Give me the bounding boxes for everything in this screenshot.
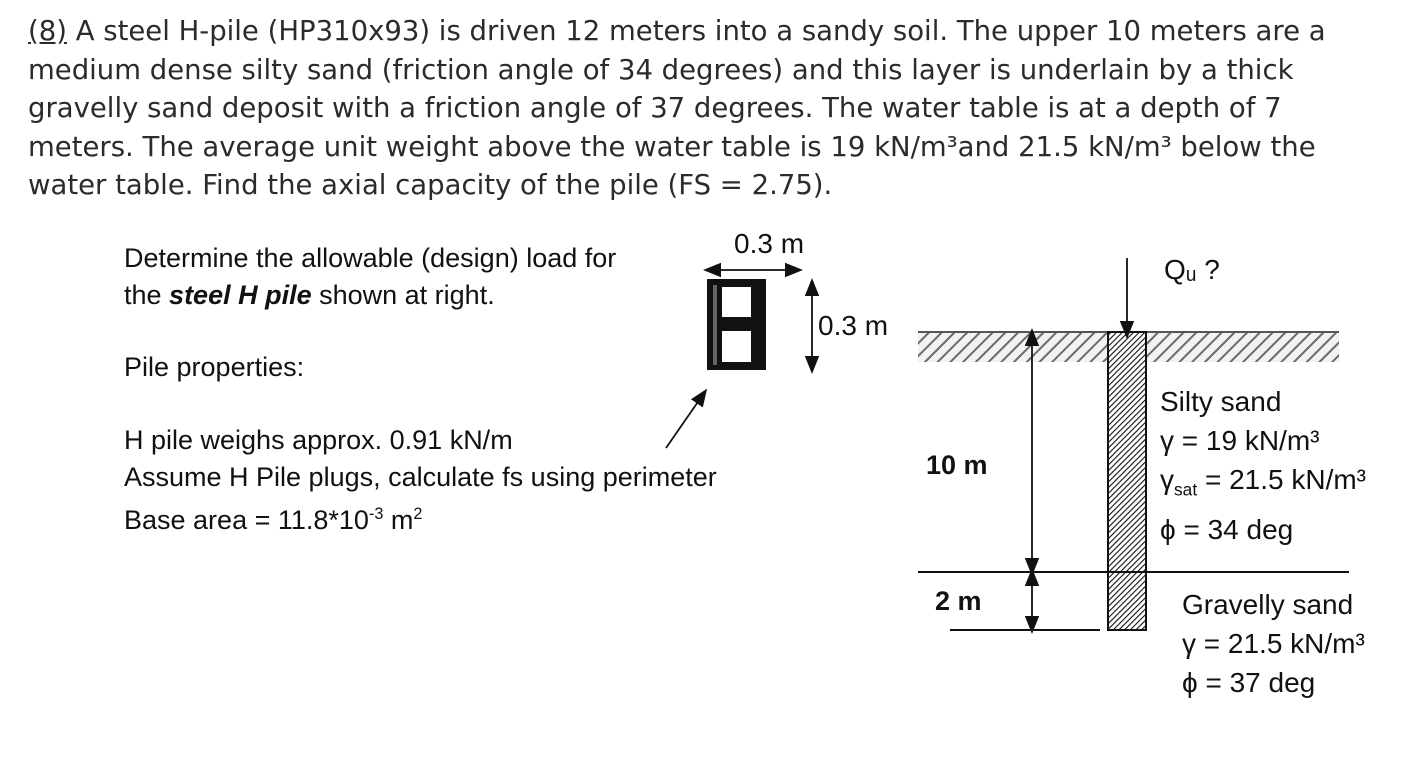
layer2-phi: ϕ = 37 deg [1182, 667, 1316, 698]
base-area: Base area = $11.8*10^{-3}$ $m^2$ [124, 505, 423, 535]
load-label: Qᵤ ? [1164, 254, 1220, 285]
layer1-name: Silty sand [1160, 386, 1282, 417]
pile-weight: H pile weighs approx. 0.91 kN/m [124, 425, 513, 455]
problem-number: (8) [28, 15, 67, 47]
layer1-gamma-sat: $\gamma_{sat} = 21.5$ kN/m³ [1160, 464, 1367, 500]
depth-label-2m: 2 m [935, 586, 982, 616]
pointer-arrow [666, 396, 702, 448]
problem-line: water table. Find the axial capacity of the pile (FS = 2.75). [28, 169, 833, 201]
depth-label-10m: 10 m [926, 450, 988, 480]
section-width-label: 0.3 m [734, 228, 805, 259]
determine-line-1: Determine the allowable (design) load for [124, 243, 617, 273]
layer1-properties [1160, 382, 1366, 549]
determine-line-2: the steel H pile shown at right. [124, 280, 495, 310]
layer1-gamma: γ = 19 kN/m³ [1160, 425, 1320, 456]
problem-line: (8) A steel H-pile (HP310x93) is driven 12 meters into a sandy soil. The upper 10 meters are a [28, 15, 1326, 47]
layer2-gamma: γ = 21.5 kN/m³ [1182, 628, 1365, 659]
problem-line: gravelly sand deposit with a friction angle of 37 degrees. The water table is at a depth of 7 [28, 92, 1282, 124]
steel-h-pile-emphasis: steel H pile [169, 280, 312, 310]
layer2-properties [1182, 585, 1365, 702]
layer2-name: Gravelly sand [1182, 589, 1354, 620]
pile [1108, 332, 1146, 630]
problem-line: meters. The average unit weight above the water table is 19 kN/m³and 21.5 kN/m³ below the [28, 130, 1316, 163]
section-height-label: 0.3 m [818, 310, 889, 341]
h-section-icon [707, 279, 766, 370]
plug-assumption: Assume H Pile plugs, calculate fs using perimeter [124, 462, 717, 492]
layer1-phi: ϕ = 34 deg [1160, 513, 1294, 545]
pile-properties-heading: Pile properties: [124, 352, 305, 382]
problem-line: medium dense silty sand (friction angle of 34 degrees) and this layer is underlain by a thick [28, 53, 1294, 86]
